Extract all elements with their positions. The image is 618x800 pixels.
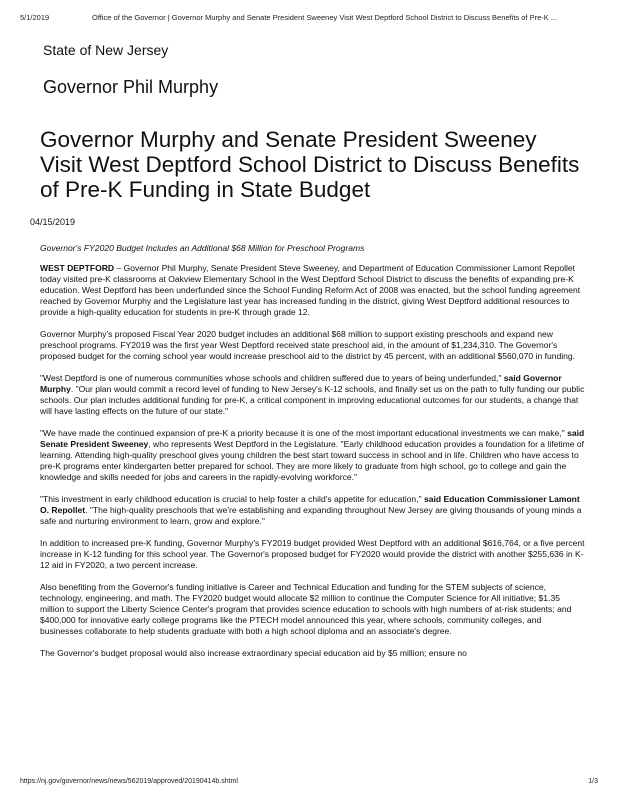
page-url: https://nj.gov/governor/news/news/562019/approved/20190414b.shtml (20, 778, 238, 785)
bold-text-run: said Governor Murphy (40, 373, 562, 395)
governor-name[interactable]: Governor Phil Murphy (43, 77, 219, 97)
print-date: 5/1/2019 (20, 13, 50, 22)
page-number: 1/3 (588, 778, 598, 785)
article-paragraph (40, 538, 585, 571)
text-run: , who represents West Deptford in the Legislature. "Early childhood education provides a foundation for a lifetime of learning. Attending high-quality preschool gives young children the best start toward success in school and in life. Children who have access to pre-K programs enter kindergarten better prepared for school. They are more likely to graduate from high school, go to college and gain the knowledge and skills needed for jobs and careers in the rapidly-evolving workforce." (40, 439, 585, 483)
print-page-title: Office of the Governor | Governor Murphy and Senate President Sweeney Visit West Deptford School District to Discuss Benefits of Pre-K ... (92, 13, 558, 22)
text-run: The Governor's budget proposal would also increase extraordinary special education aid by $5 million; ensure no (40, 647, 467, 658)
bold-text-run: said Education Commissioner Lamont O. Repollet (40, 494, 580, 516)
text-run: . "The high-quality preschools that we're establishing and expanding throughout New Jersey are giving thousands of young minds a safe and nurturing environment to learn, grow and explore." (40, 505, 582, 527)
text-run: Governor Murphy's proposed Fiscal Year 2020 budget includes an additional $68 million to support existing preschools and expand new preschool programs. FY2019 was the first year West Deptford received state preschool aid, in the amount of $1,234,310. The Governor's proposed budget for the coming school year would increase preschool aid to the district by 45 percent, with an additional $560,070 in funding. (40, 329, 575, 362)
print-header (20, 13, 598, 25)
article-paragraphs (40, 263, 585, 659)
article-paragraph (40, 329, 585, 362)
article-paragraph (40, 582, 585, 637)
text-run: – Governor Phil Murphy, Senate President Steve Sweeney, and Department of Education Commissioner Lamont Repollet today visited pre-K classrooms at Oakview Elementary School in the West Deptford School District to discuss the benefits of expanding pre-K education. West Deptford has been underfunded since the School Funding Reform Act of 2008 was enacted, but the school funding agreement reached by Governor Murphy and the Legislature last year has increased funding in the district, giving West Deptford additional resources to provide a high-quality education for students in pre-K through grade 12. (40, 263, 581, 318)
text-run: In addition to increased pre-K funding, Governor Murphy's FY2019 budget provided West Deptford with an additional $616,764, or a five percent increase in K-12 funding for this school year. The Governor's proposed budget for FY2020 would provide the district with another $255,636 in K-12 aid in FY2020, a two percent increase. (40, 537, 585, 571)
article-paragraph (40, 428, 585, 483)
text-run: . "Our plan would commit a record level of funding to New Jersey's K-12 schools, and finally set us on the path to fully funding our public schools. Our plan includes additional funding for pre-K, a critical component in improving educational outcomes for our students, a change that will have lasting effects on the future of our state." (40, 384, 585, 417)
text-run: "We have made the continued expansion of pre-K a priority because it is one of the most important educational investments we can make," (40, 428, 568, 438)
state-name[interactable]: State of New Jersey (43, 42, 169, 58)
article-headline: Governor Murphy and Senate President Sweeney Visit West Deptford School District to Discuss Benefits of Pre-K Funding in State Budget (40, 127, 580, 202)
article-paragraph (40, 373, 585, 417)
article-body (40, 243, 585, 670)
text-run: "West Deptford is one of numerous communities whose schools and children suffered due to years of being underfunded," (40, 373, 504, 384)
article-paragraph (40, 648, 585, 659)
article-paragraph (40, 263, 585, 318)
text-run: "This investment in early childhood education is crucial to help foster a child's appetite for education," (40, 494, 424, 505)
bold-text-run: said Senate President Sweeney (40, 428, 585, 450)
print-footer (20, 778, 598, 788)
publish-date: 04/15/2019 (30, 217, 76, 227)
article-subtitle: Governor's FY2020 Budget Includes an Additional $68 Million for Preschool Programs (40, 243, 365, 253)
text-run: Also benefiting from the Governor's funding initiative is Career and Technical Education and funding for the STEM subjects of science, technology, engineering, and math. The FY2020 budget would allocate $2 million to continue the Computer Science for All initiative; $1.35 million to support the Liberty Science Center's program that provides science education to schools with high numbers of at-risk students; and $400,000 for innovative early college programs like the PTECH model announced this year, where schools, community colleges, and businesses collaborate to help students graduate with both a high school diploma and an associate's degree. (40, 581, 572, 637)
bold-text-run: WEST DEPTFORD (40, 263, 115, 274)
article-paragraph (40, 494, 585, 527)
